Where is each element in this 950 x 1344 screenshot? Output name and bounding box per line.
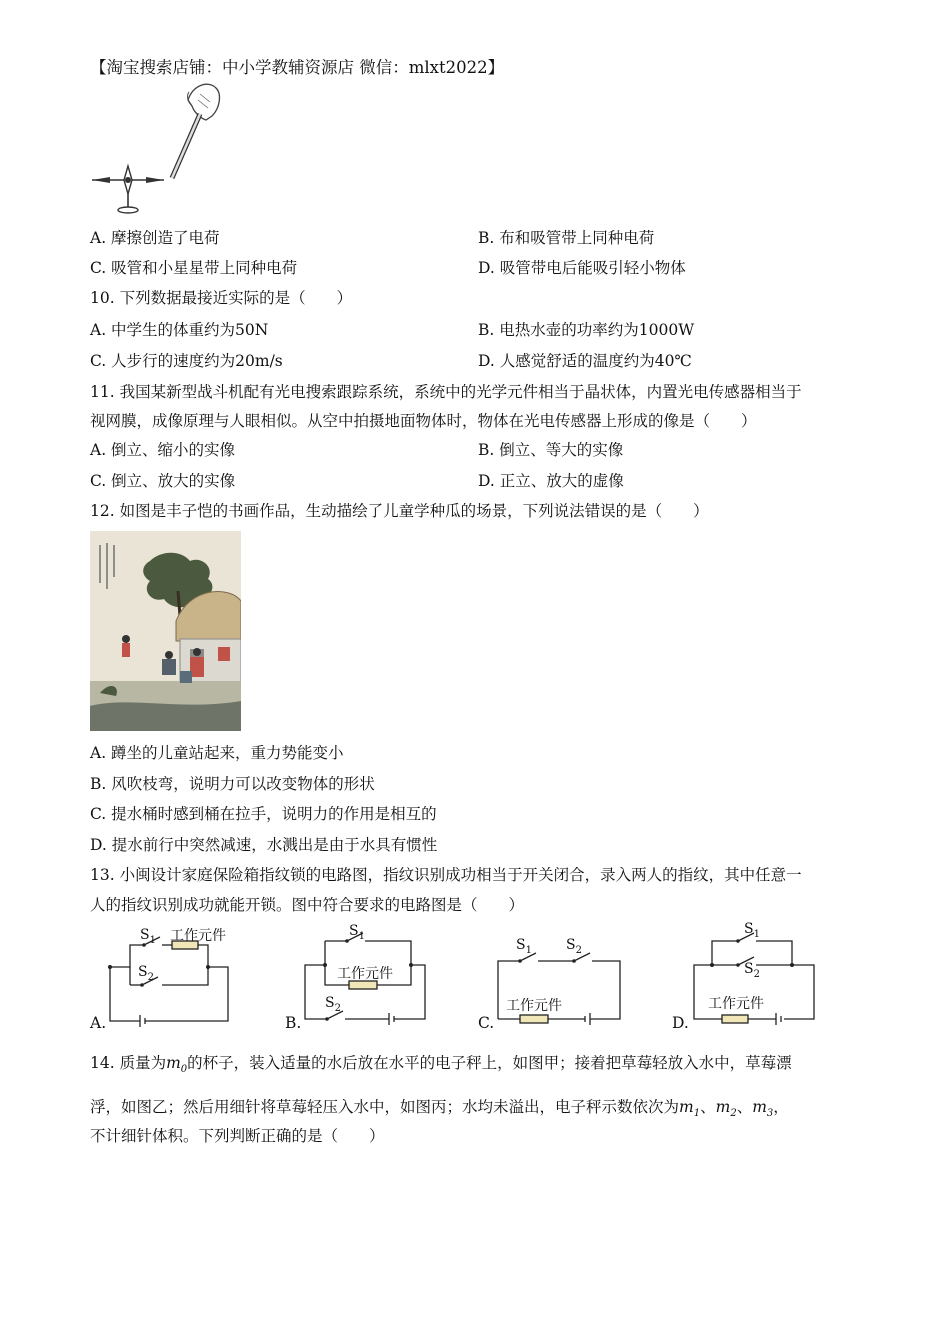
q10-stem: 10. 下列数据最接近实际的是（ ） [90, 289, 353, 307]
circuit-option-a-label: A. [90, 1014, 107, 1032]
component-label: 工作元件 [170, 928, 226, 944]
switch-s2-label: $S_2$ [325, 995, 341, 1014]
painting-image [90, 531, 241, 731]
q11-option-c: C. 倒立、放大的实像 [90, 472, 236, 490]
q10-option-c: C. 人步行的速度约为20m/s [90, 352, 283, 370]
q11-option-a: A. 倒立、缩小的实像 [90, 441, 236, 459]
q10-option-a: A. 中学生的体重约为50N [90, 321, 269, 339]
switch-s2-label: $S_2$ [744, 961, 760, 980]
q14-line2: 浮，如图乙；然后用细针将草莓轻压入水中，如图丙；水均未溢出，电子秤示数依次为$m_1$、$m_2$、$m_3$， [90, 1098, 789, 1120]
circuit-diagram-a [90, 925, 240, 1035]
q9-option-c: C. 吸管和小星星带上同种电荷 [90, 259, 298, 277]
q11-stem-line1: 11. 我国某新型战斗机配有光电搜索跟踪系统，系统中的光学元件相当于晶状体，内置光电传感器相当于 [90, 383, 802, 401]
q13-stem-line2: 人的指纹识别成功就能开锁。图中符合要求的电路图是（ ） [90, 896, 525, 914]
switch-s1-label: $S_1$ [349, 923, 365, 942]
page-header: 【淘宝搜索店铺：中小学教辅资源店 微信：mlxt2022】 [90, 58, 505, 77]
circuit-diagram-d [672, 921, 822, 1035]
q10-option-b: B. 电热水壶的功率约为1000W [478, 321, 695, 339]
q11-option-d: D. 正立、放大的虚像 [478, 472, 624, 490]
q13-stem-line1: 13. 小闽设计家庭保险箱指纹锁的电路图，指纹识别成功相当于开关闭合，录入两人的指纹，其中任意一 [90, 866, 802, 884]
switch-s1-label: $S_1$ [516, 937, 532, 956]
switch-s1-label: $S_1$ [744, 921, 760, 940]
q11-stem-line2: 视网膜，成像原理与人眼相似。从空中拍摄地面物体时，物体在光电传感器上形成的像是（ ） [90, 412, 757, 430]
q12-option-b: B. 风吹枝弯，说明力可以改变物体的形状 [90, 775, 375, 793]
straw-star-figure [88, 80, 228, 220]
q12-stem: 12. 如图是丰子恺的书画作品，生动描绘了儿童学种瓜的场景，下列说法错误的是（ ） [90, 502, 709, 520]
switch-s2-label: $S_2$ [566, 937, 582, 956]
component-label: 工作元件 [506, 998, 562, 1014]
switch-s2-label: $S_2$ [138, 964, 154, 983]
component-label: 工作元件 [337, 966, 393, 982]
circuit-diagram-c [478, 925, 628, 1035]
q9-option-b: B. 布和吸管带上同种电荷 [478, 229, 655, 247]
q10-option-d: D. 人感觉舒适的温度约为40℃ [478, 352, 692, 370]
q14-line3: 不计细针体积。下列判断正确的是（ ） [90, 1127, 385, 1145]
circuit-option-c-label: C. [478, 1014, 495, 1032]
component-label: 工作元件 [708, 996, 764, 1012]
q9-option-d: D. 吸管带电后能吸引轻小物体 [478, 259, 686, 277]
circuit-option-d-label: D. [672, 1014, 689, 1032]
q14-line1: 14. 质量为$m_0$的杯子，装入适量的水后放在水平的电子秤上，如图甲；接着把草莓轻放入水中，草莓漂 [90, 1054, 792, 1076]
circuit-diagram-b [285, 925, 435, 1035]
q12-option-d: D. 提水前行中突然减速，水溅出是由于水具有惯性 [90, 836, 438, 854]
q9-option-a: A. 摩擦创造了电荷 [90, 229, 220, 247]
q11-option-b: B. 倒立、等大的实像 [478, 441, 624, 459]
q12-option-c: C. 提水桶时感到桶在拉手，说明力的作用是相互的 [90, 805, 437, 823]
circuit-option-b-label: B. [285, 1014, 302, 1032]
switch-s1-label: $S_1$ [140, 927, 156, 946]
q12-option-a: A. 蹲坐的儿童站起来，重力势能变小 [90, 744, 344, 762]
